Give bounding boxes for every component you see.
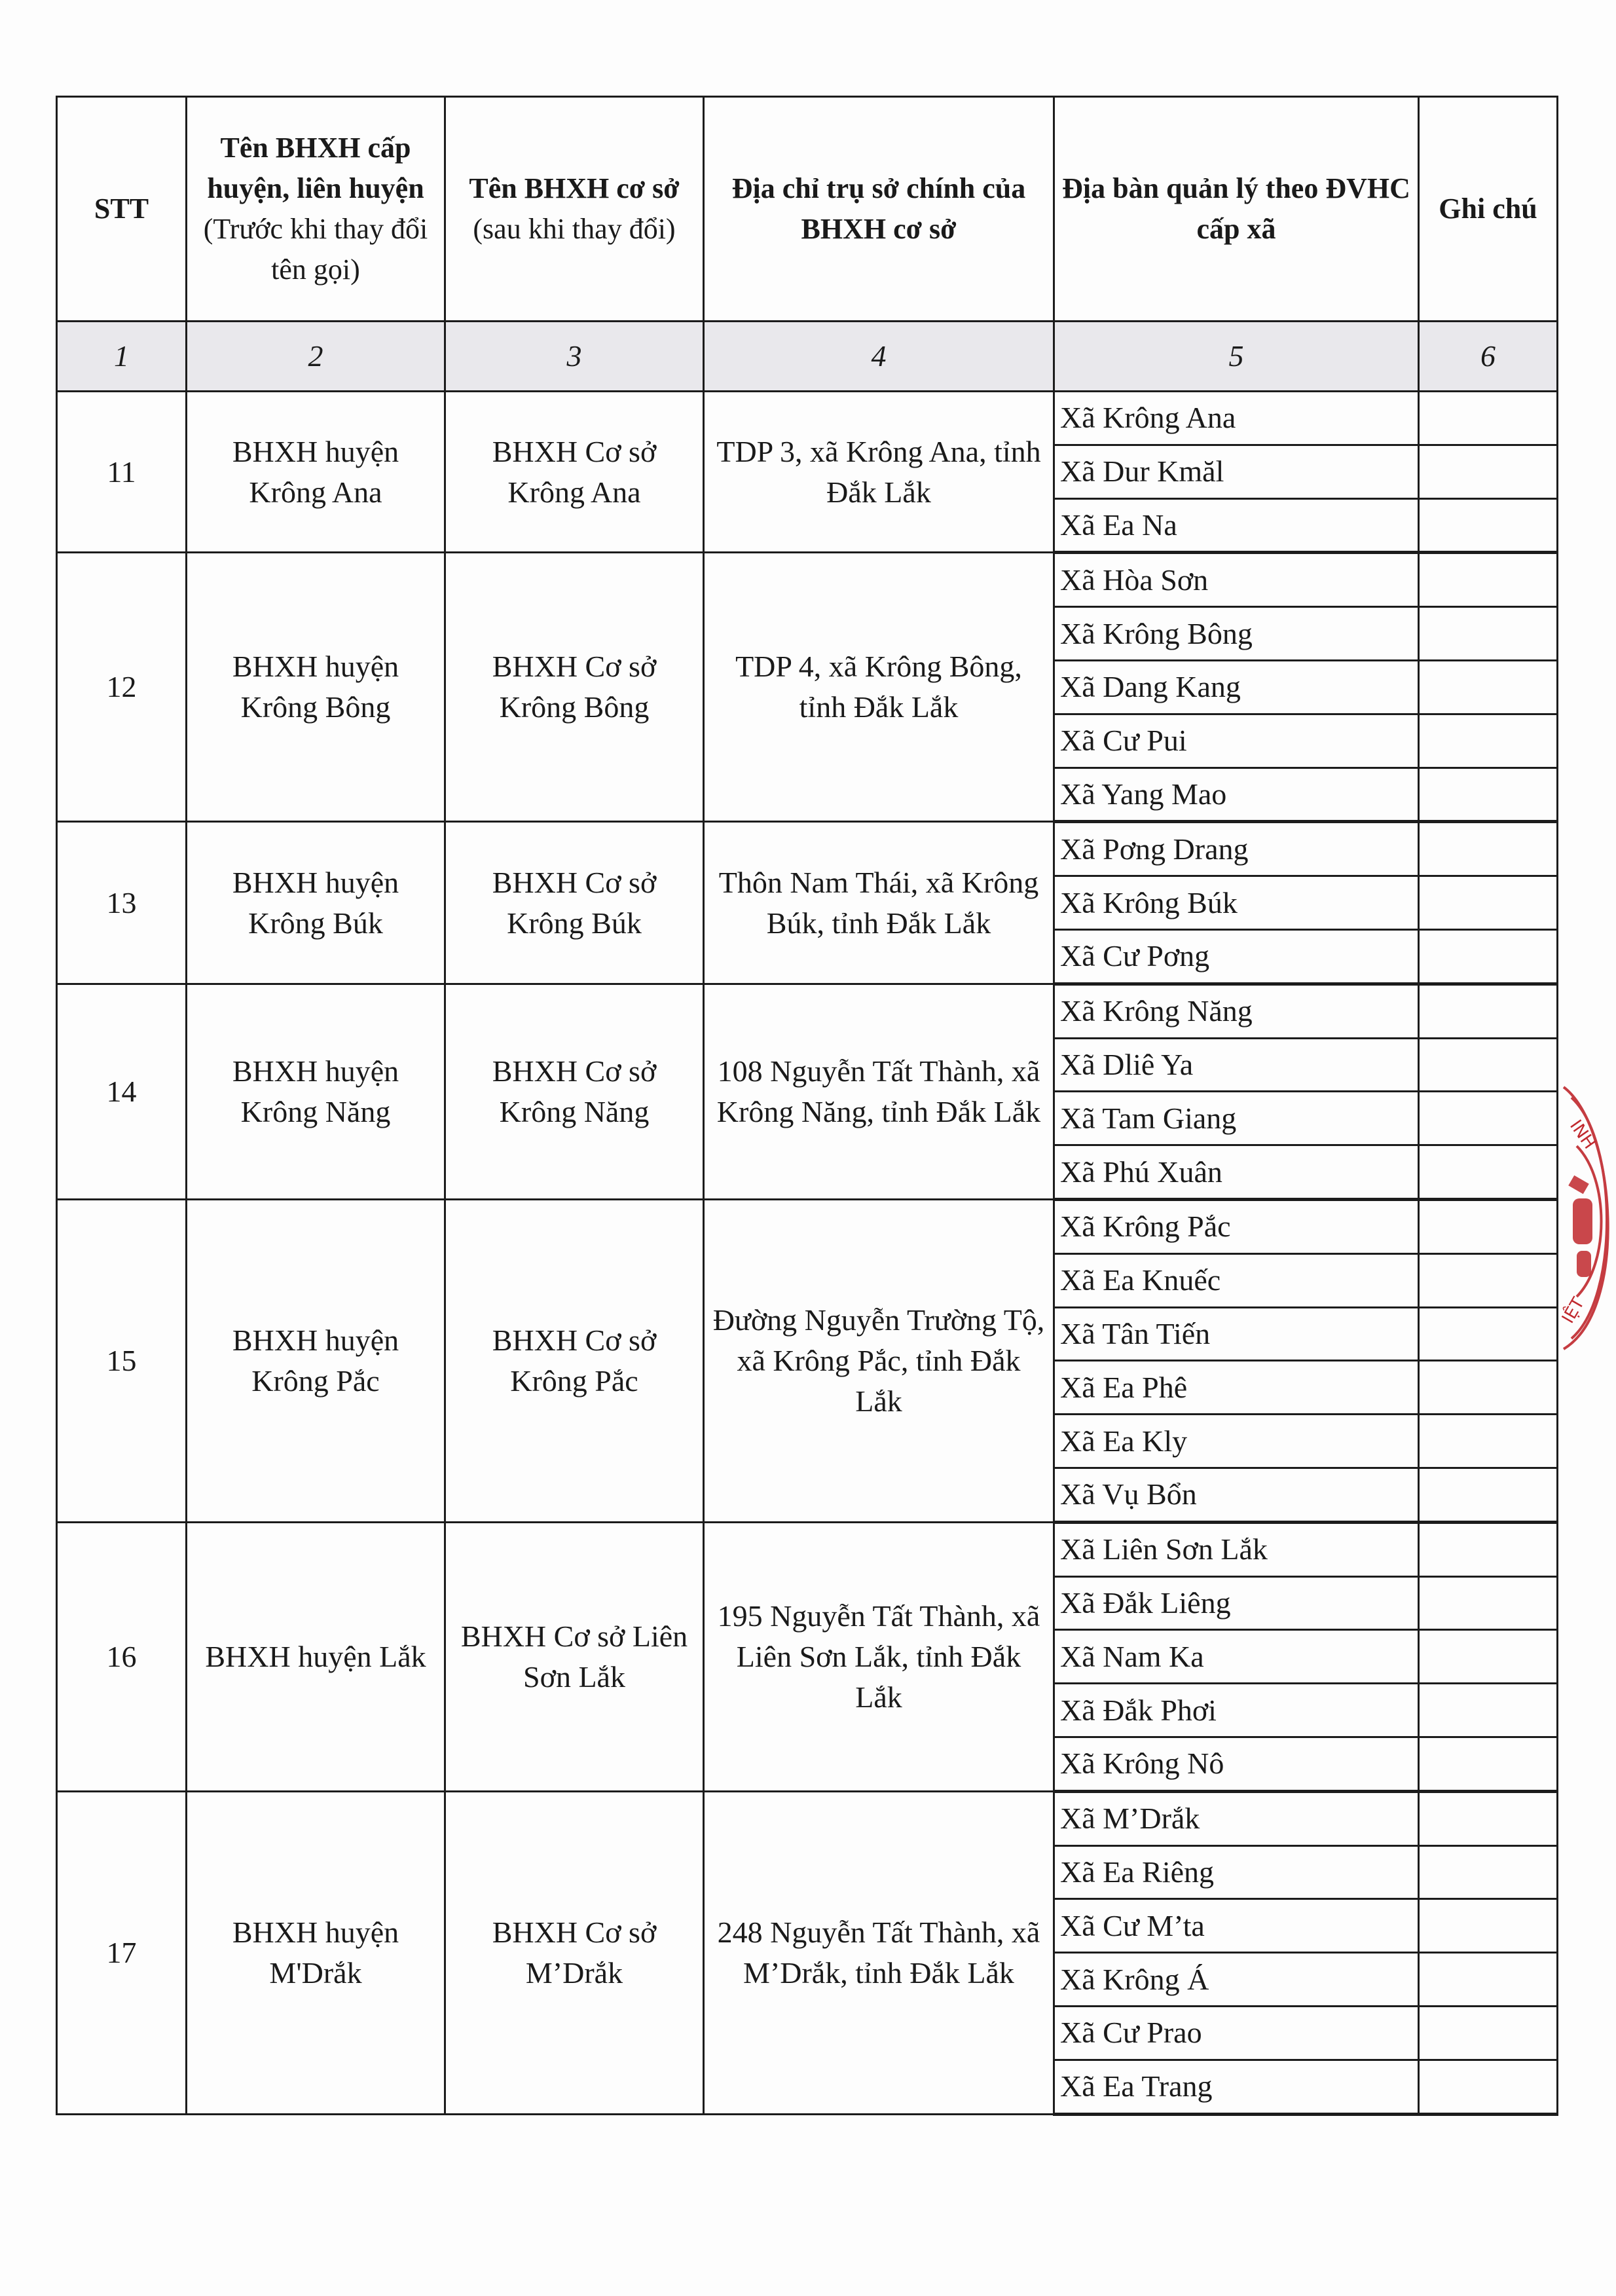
district-name-cell: BHXH huyện M'Drắk xyxy=(187,1791,445,2114)
commune-cell: Xã Đắk Phơi xyxy=(1054,1684,1419,1737)
note-cell xyxy=(1419,1576,1558,1630)
commune-cell: Xã Dur Kmăl xyxy=(1054,445,1419,498)
note-cell xyxy=(1419,1899,1558,1953)
header-base-name xyxy=(445,97,704,322)
commune-cell: Xã Krông Bông xyxy=(1054,607,1419,661)
commune-cell: Xã Krông Ana xyxy=(1054,392,1419,445)
note-cell xyxy=(1419,445,1558,498)
table-row xyxy=(57,553,1558,607)
commune-cell: Xã Krông Pắc xyxy=(1054,1199,1419,1253)
commune-cell: Xã Krông Búk xyxy=(1054,876,1419,930)
table-row xyxy=(57,1791,1558,1845)
note-cell xyxy=(1419,1468,1558,1522)
table-row xyxy=(57,1199,1558,1253)
note-cell xyxy=(1419,1145,1558,1200)
address-cell: 195 Nguyễn Tất Thành, xã Liên Sơn Lắk, tỉnh Đắk Lắk xyxy=(704,1522,1054,1791)
base-name-cell: BHXH Cơ sở Krông Ana xyxy=(445,392,704,553)
commune-cell: Xã Vụ Bổn xyxy=(1054,1468,1419,1522)
commune-cell: Xã Yang Mao xyxy=(1054,768,1419,822)
note-cell xyxy=(1419,1522,1558,1576)
commune-cell: Xã Đắk Liêng xyxy=(1054,1576,1419,1630)
base-name-cell: BHXH Cơ sở M’Drắk xyxy=(445,1791,704,2114)
commune-cell: Xã Ea Trang xyxy=(1054,2060,1419,2114)
commune-cell: Xã Tân Tiến xyxy=(1054,1307,1419,1361)
note-cell xyxy=(1419,1253,1558,1307)
note-cell xyxy=(1419,1415,1558,1468)
bhxh-table xyxy=(56,96,1558,2116)
district-name-cell: BHXH huyện Krông Ana xyxy=(187,392,445,553)
note-cell xyxy=(1419,929,1558,984)
row-stt: 16 xyxy=(57,1522,187,1791)
table-row xyxy=(57,392,1558,445)
commune-cell: Xã Liên Sơn Lắk xyxy=(1054,1522,1419,1576)
address-cell: Đường Nguyễn Trường Tộ, xã Krông Pắc, tỉnh Đắk Lắk xyxy=(704,1199,1054,1522)
district-name-cell: BHXH huyện Krông Năng xyxy=(187,984,445,1199)
commune-cell: Xã Ea Riêng xyxy=(1054,1845,1419,1899)
district-name-cell: BHXH huyện Krông Bông xyxy=(187,553,445,822)
note-cell xyxy=(1419,984,1558,1038)
commune-cell: Xã Hòa Sơn xyxy=(1054,553,1419,607)
commune-cell: Xã Krông Á xyxy=(1054,1953,1419,2007)
address-cell: TDP 3, xã Krông Ana, tỉnh Đắk Lắk xyxy=(704,392,1054,553)
note-cell xyxy=(1419,392,1558,445)
commune-cell: Xã Ea Kly xyxy=(1054,1415,1419,1468)
commune-cell: Xã Tam Giang xyxy=(1054,1092,1419,1145)
header-base-name-sub: (sau khi thay đổi) xyxy=(473,213,676,245)
commune-cell: Xã Dliê Ya xyxy=(1054,1038,1419,1092)
table-row xyxy=(57,822,1558,876)
commune-cell: Xã Cư Pơng xyxy=(1054,929,1419,984)
official-seal-icon xyxy=(1557,1074,1616,1362)
note-cell xyxy=(1419,1038,1558,1092)
svg-text:INH: INH xyxy=(1566,1116,1600,1153)
note-cell xyxy=(1419,768,1558,822)
commune-cell: Xã Cư M’ta xyxy=(1054,1899,1419,1953)
column-number: 1 xyxy=(57,322,187,392)
row-stt: 12 xyxy=(57,553,187,822)
address-cell: 108 Nguyễn Tất Thành, xã Krông Năng, tỉnh Đắk Lắk xyxy=(704,984,1054,1199)
address-cell: TDP 4, xã Krông Bông, tỉnh Đắk Lắk xyxy=(704,553,1054,822)
base-name-cell: BHXH Cơ sở Krông Bông xyxy=(445,553,704,822)
commune-cell: Xã Ea Knuếc xyxy=(1054,1253,1419,1307)
table-row xyxy=(57,1522,1558,1576)
note-cell xyxy=(1419,1630,1558,1684)
header-district-name-sub: (Trước khi thay đổi tên gọi) xyxy=(203,213,428,286)
commune-cell: Xã Phú Xuân xyxy=(1054,1145,1419,1200)
note-cell xyxy=(1419,498,1558,553)
header-address: Địa chỉ trụ sở chính của BHXH cơ sở xyxy=(704,97,1054,322)
commune-cell: Xã Cư Pui xyxy=(1054,714,1419,768)
commune-cell: Xã Krông Năng xyxy=(1054,984,1419,1038)
header-base-name-bold: Tên BHXH cơ sở xyxy=(469,172,680,204)
note-cell xyxy=(1419,1953,1558,2007)
base-name-cell: BHXH Cơ sở Krông Búk xyxy=(445,822,704,984)
row-stt: 13 xyxy=(57,822,187,984)
note-cell xyxy=(1419,2060,1558,2114)
commune-cell: Xã Cư Prao xyxy=(1054,2006,1419,2060)
base-name-cell: BHXH Cơ sở Krông Pắc xyxy=(445,1199,704,1522)
header-stt: STT xyxy=(57,97,187,322)
column-number: 6 xyxy=(1419,322,1558,392)
base-name-cell: BHXH Cơ sở Krông Năng xyxy=(445,984,704,1199)
note-cell xyxy=(1419,2006,1558,2060)
note-cell xyxy=(1419,1684,1558,1737)
note-cell xyxy=(1419,607,1558,661)
commune-cell: Xã Krông Nô xyxy=(1054,1737,1419,1791)
address-cell: Thôn Nam Thái, xã Krông Búk, tỉnh Đắk Lắk xyxy=(704,822,1054,984)
district-name-cell: BHXH huyện Krông Búk xyxy=(187,822,445,984)
table-row xyxy=(57,984,1558,1038)
row-stt: 15 xyxy=(57,1199,187,1522)
base-name-cell: BHXH Cơ sở Liên Sơn Lắk xyxy=(445,1522,704,1791)
header-area: Địa bàn quản lý theo ĐVHC cấp xã xyxy=(1054,97,1419,322)
column-number: 2 xyxy=(187,322,445,392)
district-name-cell: BHXH huyện Krông Pắc xyxy=(187,1199,445,1522)
commune-cell: Xã Ea Na xyxy=(1054,498,1419,553)
note-cell xyxy=(1419,1361,1558,1415)
row-stt: 17 xyxy=(57,1791,187,2114)
svg-text:IỆT: IỆT xyxy=(1558,1294,1588,1327)
note-cell xyxy=(1419,553,1558,607)
note-cell xyxy=(1419,822,1558,876)
note-cell xyxy=(1419,1199,1558,1253)
address-cell: 248 Nguyễn Tất Thành, xã M’Drắk, tỉnh Đắk Lắk xyxy=(704,1791,1054,2114)
note-cell xyxy=(1419,876,1558,930)
commune-cell: Xã Dang Kang xyxy=(1054,660,1419,714)
commune-cell: Xã Nam Ka xyxy=(1054,1630,1419,1684)
header-row xyxy=(57,97,1558,322)
district-name-cell: BHXH huyện Lắk xyxy=(187,1522,445,1791)
commune-cell: Xã Pơng Drang xyxy=(1054,822,1419,876)
column-number-row xyxy=(57,322,1558,392)
row-stt: 11 xyxy=(57,392,187,553)
column-number: 4 xyxy=(704,322,1054,392)
header-note: Ghi chú xyxy=(1419,97,1558,322)
commune-cell: Xã M’Drắk xyxy=(1054,1791,1419,1845)
column-number: 3 xyxy=(445,322,704,392)
note-cell xyxy=(1419,1791,1558,1845)
note-cell xyxy=(1419,714,1558,768)
note-cell xyxy=(1419,1737,1558,1791)
header-district-name-bold: Tên BHXH cấp huyện, liên huyện xyxy=(207,132,424,204)
note-cell xyxy=(1419,1845,1558,1899)
header-district-name xyxy=(187,97,445,322)
commune-cell: Xã Ea Phê xyxy=(1054,1361,1419,1415)
column-number: 5 xyxy=(1054,322,1419,392)
note-cell xyxy=(1419,1092,1558,1145)
note-cell xyxy=(1419,1307,1558,1361)
note-cell xyxy=(1419,660,1558,714)
row-stt: 14 xyxy=(57,984,187,1199)
